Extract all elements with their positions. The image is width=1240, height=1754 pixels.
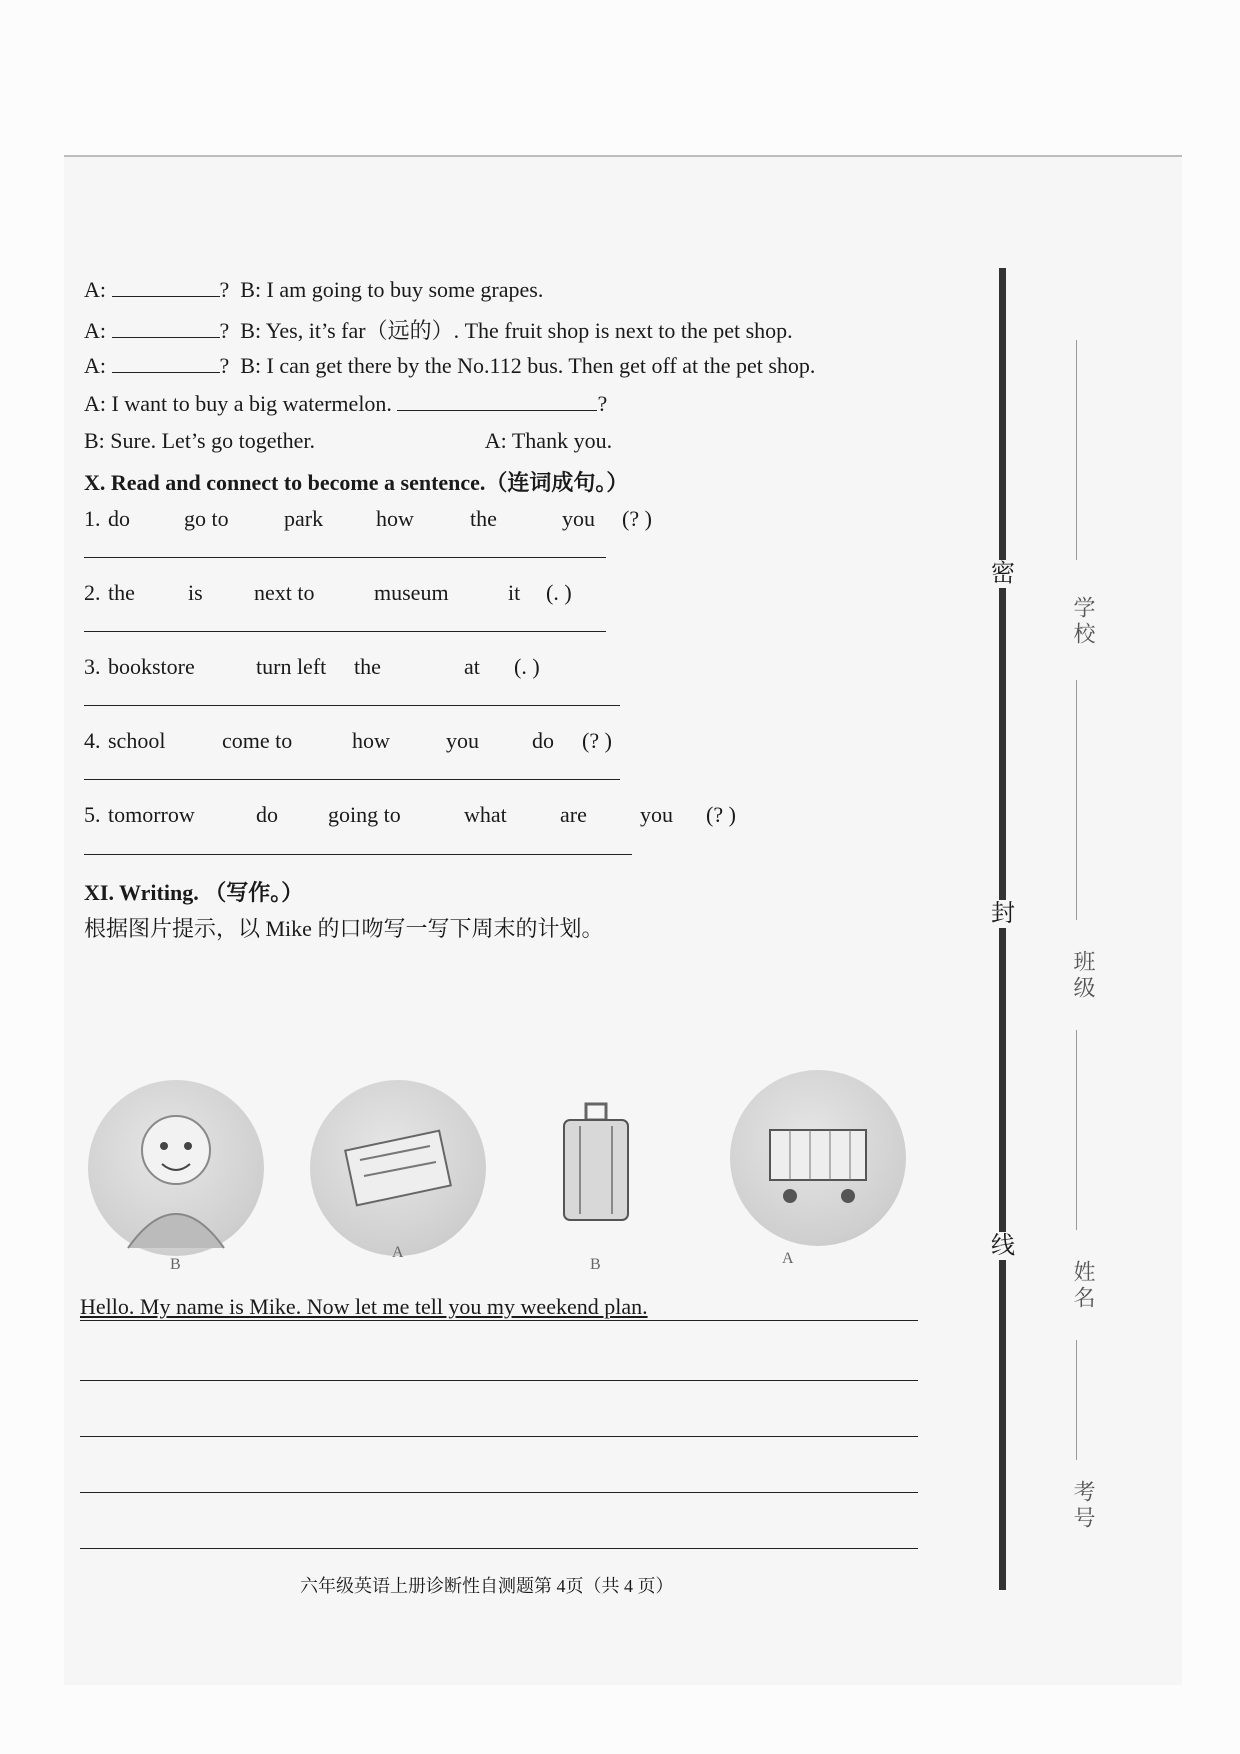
side-field-line xyxy=(1076,680,1077,920)
picture-label: B xyxy=(590,1256,601,1273)
picture-mike xyxy=(88,1080,264,1256)
side-label-class: 班级 xyxy=(1071,950,1096,1002)
page-footer: 六年级英语上册诊断性自测题第 4页（共 4 页） xyxy=(300,1576,674,1596)
answer-blank[interactable] xyxy=(112,317,220,338)
dialogue-line-2: A: ? B: Yes, it’s far（远的）. The fruit shop is next to the pet shop. xyxy=(84,318,793,343)
picture-suitcase xyxy=(556,1100,636,1228)
side-field-line xyxy=(1076,1340,1077,1460)
writing-line[interactable] xyxy=(80,1320,918,1321)
answer-line[interactable] xyxy=(84,705,620,706)
writing-starter: Hello. My name is Mike. Now let me tell you my weekend plan. xyxy=(80,1294,648,1319)
writing-line[interactable] xyxy=(80,1492,918,1493)
writing-line[interactable] xyxy=(80,1380,918,1381)
binding-mark: 密 xyxy=(991,561,1015,587)
picture-label: A xyxy=(392,1244,404,1261)
side-label-school: 学校 xyxy=(1071,596,1096,648)
section-xi-title: XI. Writing. （写作。） xyxy=(84,880,304,905)
picture-label: A xyxy=(782,1250,794,1267)
answer-blank[interactable] xyxy=(397,390,597,411)
top-rule xyxy=(64,155,1182,157)
section-x-title: X. Read and connect to become a sentence.（连词成句。） xyxy=(84,470,629,495)
binding-mark: 封 xyxy=(991,901,1015,927)
dialogue-line-4: A: I want to buy a big watermelon. ? xyxy=(84,391,608,416)
picture-cart xyxy=(730,1070,906,1246)
picture-label: B xyxy=(170,1256,181,1273)
answer-line[interactable] xyxy=(84,631,606,632)
boy-face-icon xyxy=(88,1080,264,1256)
answer-blank[interactable] xyxy=(112,276,220,297)
side-label-name: 姓名 xyxy=(1071,1260,1096,1312)
binding-mark: 线 xyxy=(991,1233,1015,1259)
picture-map xyxy=(310,1080,486,1256)
answer-blank[interactable] xyxy=(112,352,220,373)
writing-line[interactable] xyxy=(80,1436,918,1437)
side-field-line xyxy=(1076,1030,1077,1230)
binding-line xyxy=(999,268,1006,1590)
side-field-line xyxy=(1076,340,1077,560)
dialogue-line-5: B: Sure. Let’s go together. A: Thank you. xyxy=(84,428,613,453)
suitcase-icon xyxy=(556,1100,636,1228)
map-icon xyxy=(310,1080,486,1256)
dialogue-line-3: A: ? B: I can get there by the No.112 bus. Then get off at the pet shop. xyxy=(84,353,816,378)
dialogue-line-1: A: ? B: I am going to buy some grapes. xyxy=(84,277,544,302)
side-label-number: 考号 xyxy=(1071,1480,1096,1532)
writing-instruction: 根据图片提示，以 Mike 的口吻写一写下周末的计划。 xyxy=(84,916,604,941)
answer-line[interactable] xyxy=(84,557,606,558)
writing-line[interactable] xyxy=(80,1548,918,1549)
answer-line[interactable] xyxy=(84,779,620,780)
shopping-cart-icon xyxy=(730,1070,906,1246)
answer-line[interactable] xyxy=(84,854,632,855)
